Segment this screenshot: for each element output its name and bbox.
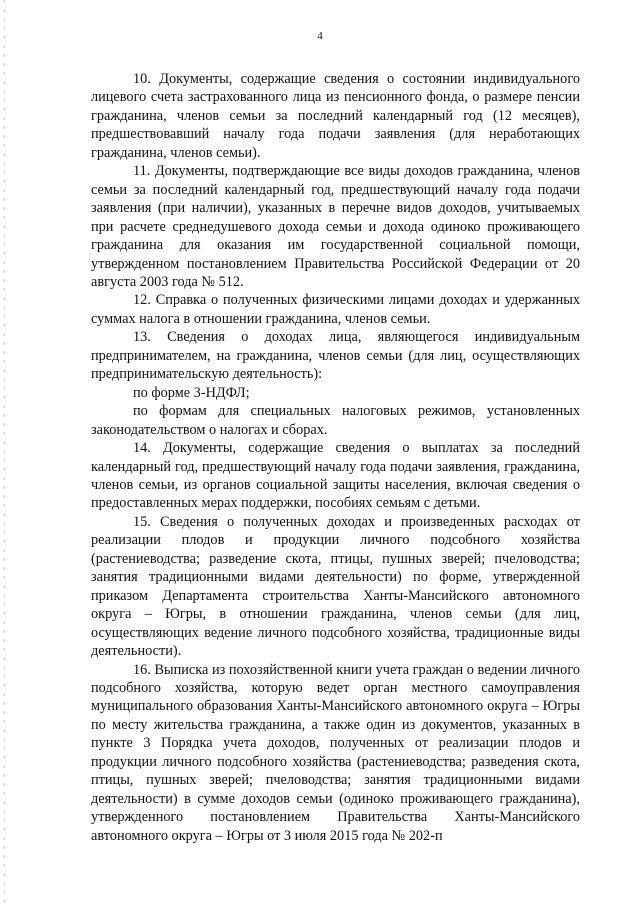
scan-edge-artifact bbox=[4, 0, 5, 905]
paragraph-item-16: 16. Выписка из похозяйственной книги учета граждан о ведении личного подсобного хозяйства, которую ведет орган местного самоуправления муниципального образования Ханты-Мансийского автономного округа – Югры по месту жительства гражданина, а также один из документов, указанных в пункте 3 Порядка учета доходов, полученных от реализации плодов и продукции личного подсобного хозяйства (растениеводства; разведения скота, птицы, пушных зверей; пчеловодства; занятия традиционными видами деятельности) в сумме доходов семьи (одиноко проживающего гражданина), утвержденного постановлением Правительства Ханты-Мансийского автономного округа – Югры от 3 июля 2015 года № 202-п bbox=[91, 661, 580, 844]
paragraph-item-15: 15. Сведения о полученных доходах и произведенных расходах от реализации плодов и продукции личного подсобного хозяйства (растениеводства; разведение скота, птицы, пушных зверей; пчеловодства; занятия традиционными видами деятельности) по форме, утвержденной приказом Департамента строительства Ханты-Мансийского автономного округа – Югры, в отношении гражданина, членов семьи (для лиц, осуществляющих ведение личного подсобного хозяйства, традиционные виды деятельности). bbox=[91, 513, 580, 660]
paragraph-item-13-form-3ndfl: по форме 3-НДФЛ; bbox=[133, 384, 250, 401]
paragraph-item-12: 12. Справка о полученных физическими лицами доходах и удержанных суммах налога в отношении гражданина, членов семьи. bbox=[91, 292, 580, 327]
paragraph-item-10: 10. Документы, содержащие сведения о состоянии индивидуального лицевого счета застрахованного лица из пенсионного фонда, о размере пенсии гражданина, членов семьи за последний календарный год (12 месяцев), предшествовавший началу года подачи заявления (для неработающих гражданина, членов семьи). bbox=[91, 71, 580, 161]
paragraph-item-11: 11. Документы, подтверждающие все виды доходов гражданина, членов семьи за последний календарный год, предшествующий началу года подачи заявления (при наличии), указанных в перечне видов доходов, учитываемых при расчете среднедушевого дохода семьи и дохода одиноко проживающего гражданина для оказания им государственной социальной помощи, утвержденном постановлением Правительства Российской Федерации от 20 августа 2003 года № 512. bbox=[91, 163, 580, 290]
paragraph-item-13-special-forms: по формам для специальных налоговых режимов, установленных законодательством о налогах и сборах. bbox=[91, 403, 580, 438]
page-number: 4 bbox=[317, 30, 323, 42]
paragraph-item-14: 14. Документы, содержащие сведения о выплатах за последний календарный год, предшествующий началу года подачи заявления, гражданина, членов семьи, из органов социальной защиты населения, включая сведения о предоставленных мерах поддержки, пособиях семьям с детьми. bbox=[91, 440, 580, 512]
paragraph-item-13: 13. Сведения о доходах лица, являющегося индивидуальным предпринимателем, на гражданина, членов семьи (для лиц, осуществляющих предпринимательскую деятельность): bbox=[91, 329, 580, 383]
document-body bbox=[91, 70, 580, 845]
